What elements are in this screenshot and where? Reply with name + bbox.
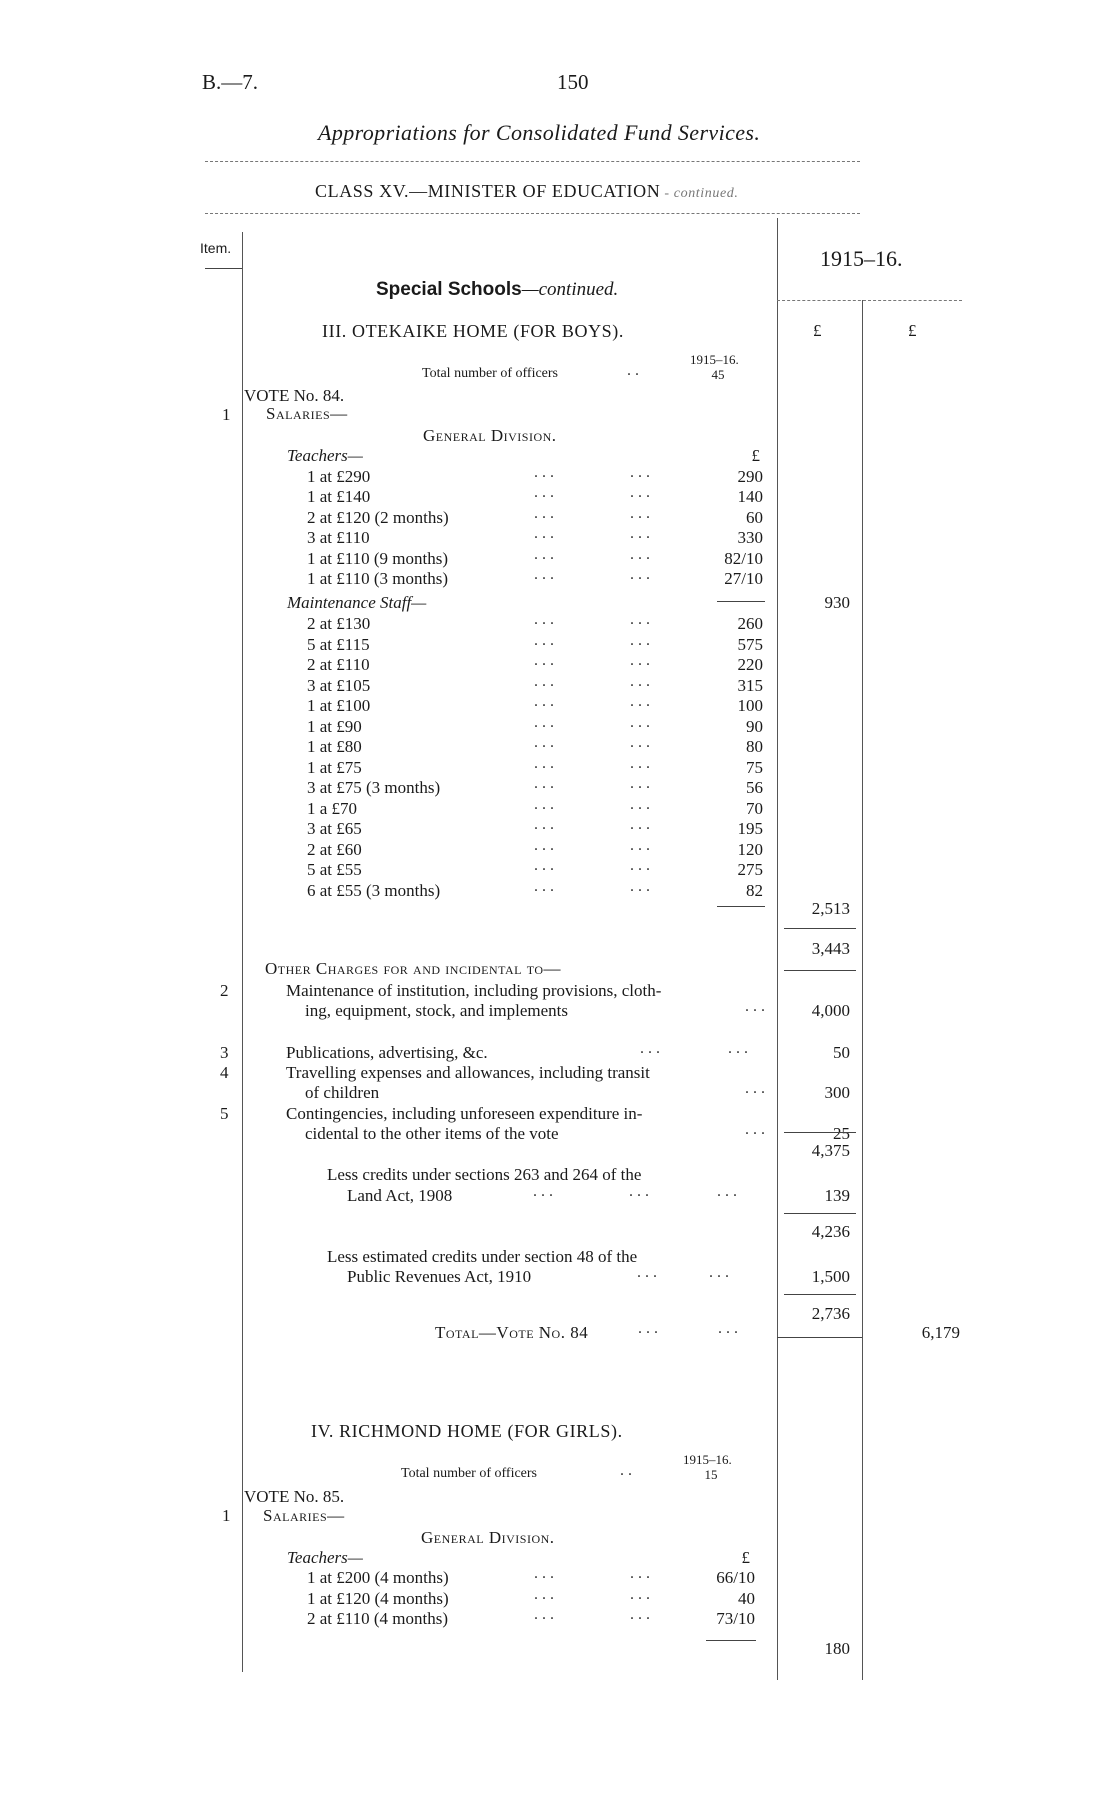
line-item-description: 3 at £75 (3 months) [307, 778, 441, 797]
other-charge-item-number: 3 [220, 1043, 229, 1062]
leader-dots: ... ... [637, 1264, 733, 1281]
year-header-rule [777, 300, 962, 301]
other-charge-line-1: Maintenance of institution, including provisions, cloth- [286, 981, 662, 1000]
line-item-description: 1 at £90 [307, 716, 362, 736]
line-item-amount: 90 [746, 716, 763, 736]
other-charge-line-2: ing, equipment, stock, and implements [305, 1001, 568, 1020]
line-item-description: 3 at £65 [307, 819, 362, 838]
page-number: 150 [557, 70, 589, 94]
line-item-description: 1 at £110 (3 months) [307, 569, 449, 588]
otekaike-subtotal-1: 4,375 [811, 1141, 850, 1160]
other-charge-amount: 300 [824, 1083, 850, 1102]
line-item-amount: 82/10 [724, 548, 763, 568]
other-charge-line-1: Publications, advertising, &c. [286, 1043, 488, 1062]
richmond-officers-count: 15 [704, 1467, 718, 1482]
line-item-amount: 82 [746, 880, 763, 900]
otekaike-pound-sign: £ [751, 446, 760, 465]
class-rule [205, 213, 860, 214]
line-item-amount: 66/10 [716, 1568, 755, 1587]
leader-dots: ... ... [534, 836, 654, 854]
leader-dots: ... ... [534, 877, 654, 895]
otekaike-officers-label: Total number of officers [422, 366, 558, 381]
other-charge-line-2: of children [305, 1083, 380, 1102]
other-charge-line-1: Contingencies, including unforeseen expenditure in- [286, 1104, 643, 1123]
line-item-description: 1 at £200 (4 months) [307, 1568, 449, 1587]
line-item-amount: 330 [737, 528, 763, 548]
otekaike-officers-year: 1915–16. [690, 352, 739, 367]
otekaike-teachers-label: Teachers— [287, 446, 363, 465]
richmond-pound-sign: £ [741, 1548, 750, 1567]
otekaike-officers-count: 45 [711, 367, 725, 382]
total-rule [777, 1337, 862, 1338]
line-item-description: 1 at £80 [307, 737, 362, 756]
line-item-description: 6 at £55 (3 months) [307, 880, 441, 900]
richmond-officers-year: 1915–16. [683, 1452, 732, 1467]
total-rule [784, 1213, 856, 1214]
line-item-amount: 195 [737, 819, 763, 838]
class-heading: CLASS XV.—MINISTER OF EDUCATION - continued. [315, 181, 739, 201]
line-item-amount: 275 [737, 860, 763, 879]
otekaike-subtotal-2: 4,236 [811, 1222, 850, 1241]
otekaike-division-label: General Division. [423, 426, 557, 445]
other-charge-item-number: 2 [220, 981, 229, 1000]
total-rule [784, 970, 856, 971]
leader-dots: ... ... [534, 672, 654, 690]
leader-dots: ... ... [534, 545, 654, 563]
line-item-description: 1 at £290 [307, 467, 371, 486]
other-charge-line-1: Travelling expenses and allowances, including transit [286, 1063, 650, 1082]
line-item-amount: 80 [746, 737, 763, 756]
line-item-amount: 60 [746, 507, 763, 527]
line-item-amount: 70 [746, 798, 763, 818]
leader-dots: ... ... [534, 631, 654, 649]
other-charges-heading: Other Charges for and incidental to— [265, 959, 562, 978]
line-item-description: 3 at £105 [307, 675, 371, 695]
total-vote-84: 6,179 [921, 1323, 960, 1342]
leader-dots: ... ... [534, 525, 654, 543]
richmond-teachers-total: 180 [824, 1639, 850, 1658]
line-item-description: 1 a £70 [307, 798, 358, 818]
line-item-amount: 290 [737, 467, 763, 486]
line-item-description: 1 at £110 (9 months) [307, 548, 449, 568]
richmond-teachers-label: Teachers— [287, 1548, 363, 1567]
document-reference: B.—7. [202, 70, 259, 94]
less-estimated-line-1: Less estimated credits under section 48 of the [327, 1247, 638, 1266]
item-column-header: Item. [200, 240, 232, 256]
leader-dots: ... ... ... [533, 1183, 741, 1200]
line-item-description: 2 at £60 [307, 839, 362, 859]
richmond-vote-number: VOTE No. 85. [244, 1487, 345, 1506]
less-credits-amount: 139 [824, 1186, 850, 1205]
leader-dots: ... ... [534, 693, 654, 710]
line-item-amount: 100 [737, 696, 763, 715]
line-item-amount: 260 [737, 614, 763, 633]
richmond-heading: IV. RICHMOND HOME (FOR GIRLS). [311, 1421, 623, 1441]
title-rule [205, 161, 860, 162]
line-item-amount: 56 [746, 778, 763, 797]
item-header-rule [205, 268, 242, 269]
leader-dots: .. [627, 362, 643, 379]
line-item-amount: 140 [737, 487, 763, 507]
section-title: Special Schools [376, 279, 522, 300]
section-continued: —continued. [521, 279, 619, 300]
total-vote-label: Total—Vote No. 84 [435, 1323, 589, 1342]
leader-dots: ... ... [638, 1320, 742, 1337]
line-item-description: 3 at £110 [307, 528, 370, 548]
line-item-description: 1 at £120 (4 months) [307, 1588, 449, 1608]
leader-dots: ... ... [534, 734, 654, 751]
richmond-salaries-label: Salaries— [263, 1506, 345, 1525]
leader-dots: ... ... [534, 1585, 654, 1603]
amount-column-divider [777, 218, 778, 1680]
leader-dots: ... ... [534, 795, 654, 813]
section-heading [376, 280, 618, 299]
subtotal-rule [717, 906, 765, 907]
leader-dots: ... [745, 998, 769, 1015]
other-charge-item-number: 4 [220, 1063, 229, 1082]
leader-dots: ... ... [534, 754, 654, 772]
other-charge-line-2: cidental to the other items of the vote [305, 1124, 559, 1143]
total-rule [784, 1294, 856, 1295]
leader-dots: ... ... [534, 713, 654, 731]
line-item-amount: 27/10 [724, 569, 763, 588]
otekaike-maintenance-total: 2,513 [811, 899, 850, 918]
leader-dots: ... [745, 1121, 769, 1138]
pound-column-2: £ [908, 321, 917, 340]
line-item-amount: 40 [738, 1588, 755, 1608]
other-charge-amount: 50 [833, 1043, 850, 1062]
line-item-amount: 73/10 [716, 1609, 755, 1628]
line-item-description: 1 at £140 [307, 487, 371, 507]
line-item-description: 5 at £55 [307, 860, 362, 879]
less-credits-line-2: Land Act, 1908 [347, 1186, 453, 1205]
line-item-amount: 75 [746, 757, 763, 777]
line-item-description: 2 at £110 (4 months) [307, 1609, 449, 1628]
line-item-amount: 315 [737, 675, 763, 695]
leader-dots: ... [745, 1080, 769, 1097]
richmond-officers-label: Total number of officers [401, 1466, 537, 1481]
leader-dots: .. [620, 1462, 636, 1479]
otekaike-teachers-total: 930 [824, 593, 850, 612]
subtotal-rule [706, 1640, 756, 1641]
page-title: Appropriations for Consolidated Fund Services. [318, 120, 761, 145]
total-rule [784, 928, 856, 929]
less-credits-line-1: Less credits under sections 263 and 264 of the [327, 1165, 642, 1184]
otekaike-item-1: 1 [222, 405, 231, 424]
leader-dots: ... ... [534, 611, 654, 628]
item-column-divider [242, 232, 243, 1672]
subtotal-rule [717, 601, 765, 602]
other-charge-amount: 25 [833, 1124, 850, 1143]
pound-column-1: £ [813, 321, 822, 340]
class-heading-main: CLASS XV.—MINISTER OF EDUCATION [315, 181, 661, 201]
year-column-header: 1915–16. [820, 246, 903, 271]
leader-dots: ... ... [534, 857, 654, 874]
line-item-description: 2 at £110 [307, 655, 370, 674]
line-item-description: 2 at £130 [307, 614, 371, 633]
otekaike-net-total: 2,736 [811, 1304, 850, 1323]
otekaike-maintenance-label: Maintenance Staff— [287, 593, 427, 612]
leader-dots: ... ... [534, 1606, 654, 1623]
line-item-description: 5 at £115 [307, 634, 370, 654]
line-item-description: 1 at £75 [307, 757, 362, 777]
line-item-amount: 575 [737, 634, 763, 654]
otekaike-heading: III. OTEKAIKE HOME (FOR BOYS). [322, 321, 624, 341]
leader-dots: ... ... [534, 484, 654, 502]
otekaike-vote-number: VOTE No. 84. [244, 386, 345, 405]
leader-dots: ... ... [534, 775, 654, 792]
leader-dots: ... ... [534, 1565, 654, 1582]
line-item-amount: 220 [737, 655, 763, 674]
total-rule [784, 1132, 856, 1133]
leader-dots: ... ... [534, 816, 654, 833]
other-charge-amount: 4,000 [811, 1001, 850, 1020]
line-item-description: 1 at £100 [307, 696, 371, 715]
class-heading-continued: continued. [673, 186, 739, 201]
leader-dots: ... ... [534, 464, 654, 481]
other-charge-item-number: 5 [220, 1104, 229, 1123]
richmond-item-1: 1 [222, 1506, 231, 1525]
otekaike-salaries-label: Salaries— [266, 404, 348, 423]
richmond-division-label: General Division. [421, 1528, 555, 1547]
total-column-divider [862, 300, 863, 1680]
leader-dots: ... ... [534, 652, 654, 669]
leader-dots: ... ... [534, 566, 654, 583]
leader-dots: ... ... [534, 504, 654, 522]
less-estimated-amount: 1,500 [811, 1267, 850, 1286]
line-item-amount: 120 [737, 839, 763, 859]
otekaike-salaries-total: 3,443 [811, 939, 850, 958]
line-item-description: 2 at £120 (2 months) [307, 507, 449, 527]
less-estimated-line-2: Public Revenues Act, 1910 [347, 1267, 532, 1286]
leader-dots: ... ... [640, 1040, 752, 1057]
